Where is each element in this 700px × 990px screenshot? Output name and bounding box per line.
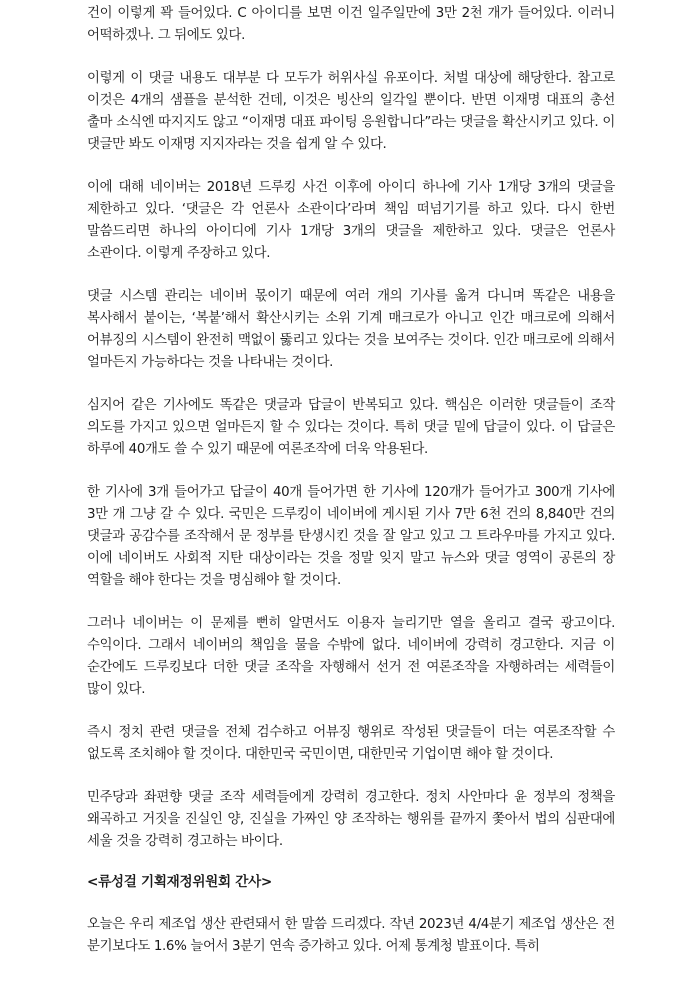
paragraph-5: 심지어 같은 기사에도 똑같은 댓글과 답글이 반복되고 있다. 핵심은 이러한 댓글들이 조작 의도를 가지고 있으면 얼마든지 할 수 있다는 것이다. 특히 댓글 밑에 답글이 있다. 이 답글은 하루에 40개도 쓸 수 있기 때문에 여론조작에 더욱 악용된다. (87, 398, 615, 457)
document-page (87, 0, 615, 979)
speaker-heading: <류성걸 기획재정위원회 간사> (87, 874, 273, 890)
paragraph-4: 댓글 시스템 관리는 네이버 몫이기 때문에 여러 개의 기사를 옮겨 다니며 똑같은 내용을 복사해서 붙이는, ‘복붙’해서 확산시키는 소위 기계 매크로가 아니고 인간 매크로에 의해서 어뷰징의 시스템이 완전히 맥없이 뚫리고 있다는 것을 보여주는 것이다. 인간 매크로에 의해서 얼마든지 가능하다는 것을 나타내는 것이다. (87, 289, 615, 370)
paragraph-9: 민주당과 좌편향 댓글 조작 세력들에게 강력히 경고한다. 정치 사안마다 윤 정부의 정책을 왜곡하고 거짓을 진실인 양, 진실을 가짜인 양 조작하는 행위를 끝까지 쫓아서 법의 심판대에 세울 것을 강력히 경고하는 바이다. (87, 790, 615, 849)
paragraph-2: 이렇게 이 댓글 내용도 대부분 다 모두가 허위사실 유포이다. 처벌 대상에 해당한다. 참고로 이것은 4개의 샘플을 분석한 건데, 이것은 빙산의 일각일 뿐이다. 반면 이재명 대표의 총선 출마 소식엔 따지지도 않고 “이재명 대표 파이팅 응원합니다”라는 댓글을 확산시키고 있다. 이 댓글만 봐도 이재명 지지자라는 것을 쉽게 알 수 있다. (87, 71, 615, 152)
paragraph-6: 한 기사에 3개 들어가고 답글이 40개 들어가면 한 기사에 120개가 들어가고 300개 기사에 3만 개 그냥 갈 수 있다. 국민은 드루킹이 네이버에 게시된 기사 7만 6천 건의 8,840만 건의 댓글과 공감수를 조작해서 문 정부를 탄생시킨 것을 잘 알고 있고 그 트라우마를 가지고 있다. 이에 네이버도 사회적 지탄 대상이라는 것을 정말 잊지 말고 뉴스와 댓글 영역이 공론의 장 역할을 해야 한다는 것을 명심해야 할 것이다. (87, 485, 615, 588)
paragraph-7: 그러나 네이버는 이 문제를 뻔히 알면서도 이용자 늘리기만 열을 올리고 결국 광고이다. 수익이다. 그래서 네이버의 책임을 물을 수밖에 없다. 네이버에 강력히 경고한다. 지금 이 순간에도 드루킹보다 더한 댓글 조작을 자행해서 선거 전 여론조작을 자행하려는 세력들이 많이 있다. (87, 616, 615, 697)
paragraph-8: 즉시 정치 관련 댓글을 전체 검수하고 어뷰징 행위로 작성된 댓글들이 더는 여론조작할 수 없도록 조치해야 할 것이다. 대한민국 국민이면, 대한민국 기업이면 해야 할 것이다. (87, 725, 615, 762)
paragraph-1: 건이 이렇게 꽉 들어있다. C 아이디를 보면 이건 일주일만에 3만 2천 개가 들어있다. 이러니 어떡하겠나. 그 뒤에도 있다. (87, 6, 615, 43)
closing-paragraph: 오늘은 우리 제조업 생산 관련돼서 한 말씀 드리겠다. 작년 2023년 4/4분기 제조업 생산은 전 분기보다도 1.6% 늘어서 3분기 연속 증가하고 있다. 어제 통계청 발표이다. 특히 (87, 917, 615, 954)
paragraph-3: 이에 대해 네이버는 2018년 드루킹 사건 이후에 아이디 하나에 기사 1개당 3개의 댓글을 제한하고 있다. ‘댓글은 각 언론사 소관이다’라며 책임 떠넘기기를 하고 있다. 다시 한번 말씀드리면 하나의 아이디에 기사 1개당 3개의 댓글을 제한하고 있다. 댓글은 언론사 소관이다. 이렇게 주장하고 있다. (87, 180, 615, 261)
